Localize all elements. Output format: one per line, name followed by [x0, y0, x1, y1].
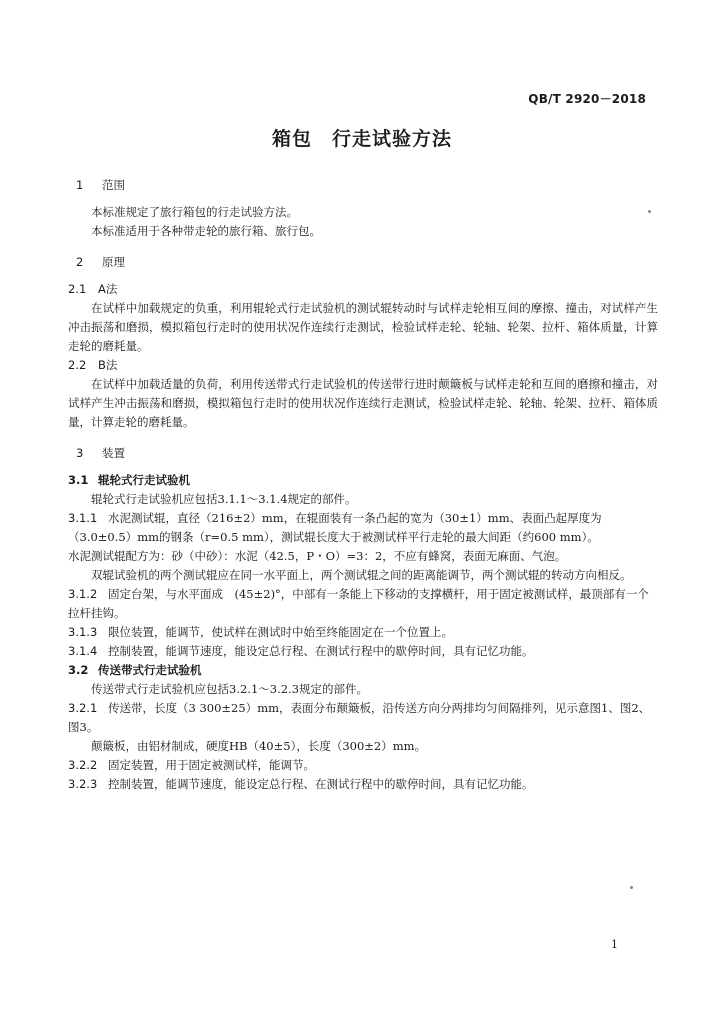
section-3-heading [68, 444, 658, 463]
clause-3-1-4 [68, 642, 658, 661]
clause-number: 3.2.2 [68, 758, 98, 772]
clause-text: 传送带，长度（3 300±25）mm，表面分布颠簸板，沿传送方向分两排均匀间隔排列，见示意图1、图2、图3。 [68, 701, 651, 734]
subsection-title: 辊轮式行走试验机 [98, 473, 190, 487]
section-1-heading [68, 176, 658, 195]
clause-number: 3.1.1 [68, 511, 98, 525]
clause-3-1-1 [68, 509, 658, 547]
section-2-heading [68, 253, 658, 272]
clause-number: 3.1.2 [68, 587, 98, 601]
method-a-text: 在试样中加载规定的负重，利用辊轮式行走试验机的测试辊转动时与试样走轮相互间的摩擦、撞击，对试样产生冲击振荡和磨损，模拟箱包行走时的使用状况作连续行走测试，检验试样走轮、轮轴、轮架、拉杆、箱体质量，计算走轮的磨耗量。 [68, 301, 658, 353]
section-number: 1 [76, 178, 84, 192]
subsection-title: 传送带式行走试验机 [98, 663, 202, 677]
subsection-number: 2.1 [68, 282, 87, 296]
scope-para-2: 本标准适用于各种带走轮的旅行箱、旅行包。 [91, 224, 321, 238]
section-2-2-heading [68, 356, 658, 375]
document-title: 箱包 行走试验方法 [271, 128, 452, 150]
section-3-1-heading [68, 471, 658, 490]
bump-plate-text: 颠簸板，由铝材制成，硬度HB（40±5），长度（300±2）mm。 [91, 739, 427, 753]
section-2-1-heading [68, 280, 658, 299]
clause-3-2-3 [68, 775, 658, 794]
clause-text: 控制装置，能调节速度，能设定总行程、在测试行程中的歇停时间，具有记忆功能。 [108, 644, 534, 658]
subsection-number: 3.2 [68, 663, 89, 677]
clause-number: 3.2.3 [68, 777, 98, 791]
subsection-number: 3.1 [68, 473, 89, 487]
twin-roller-text: 双辊试验机的两个测试辊应在同一水平面上，两个测试辊之间的距离能调节，两个测试辊的转动方向相反。 [91, 568, 632, 582]
document-body [68, 172, 658, 794]
section-title: 装置 [102, 446, 125, 460]
section-title: 范围 [102, 178, 125, 192]
scope-para-1: 本标准规定了旅行箱包的行走试验方法。 [91, 205, 298, 219]
subsection-title: B法 [98, 358, 118, 372]
belt-machine-intro: 传送带式行走试验机应包括3.2.1～3.2.3规定的部件。 [91, 682, 369, 696]
section-number: 3 [76, 446, 84, 460]
section-3-2-heading [68, 661, 658, 680]
clause-3-1-2 [68, 585, 658, 623]
cement-mix-text: 水泥测试辊配方为：砂（中砂）：水泥（42.5，P・O）=3：2，不应有蜂窝，表面无麻面、气泡。 [68, 549, 567, 563]
clause-number: 3.1.4 [68, 644, 98, 658]
clause-3-2-2 [68, 756, 658, 775]
page-number: 1 [611, 938, 618, 951]
clause-text: 固定装置，用于固定被测试样，能调节。 [108, 758, 315, 772]
clause-3-1-3 [68, 623, 658, 642]
roller-machine-intro: 辊轮式行走试验机应包括3.1.1～3.1.4规定的部件。 [91, 492, 357, 506]
clause-text: 固定台架，与水平面成 (45±2)°，中部有一条能上下移动的支撑横杆，用于固定被测试样，最顶部有一个拉杆挂钩。 [68, 587, 649, 620]
clause-number: 3.2.1 [68, 701, 98, 715]
subsection-number: 2.2 [68, 358, 87, 372]
subsection-title: A法 [98, 282, 118, 296]
clause-text: 限位装置，能调节，使试样在测试时中始至终能固定在一个位置上。 [108, 625, 453, 639]
scan-speck [648, 210, 651, 213]
clause-text: 控制装置，能调节速度，能设定总行程、在测试行程中的歇停时间，具有记忆功能。 [108, 777, 534, 791]
method-b-text: 在试样中加载适量的负荷，利用传送带式行走试验机的传送带行进时颠簸板与试样走轮和互间的磨擦和撞击，对试样产生冲击振荡和磨损，模拟箱包行走时的使用状况作连续行走测试，检验试样走轮、轮轴、轮架、拉杆、箱体质量，计算走轮的磨耗量。 [68, 377, 658, 429]
clause-text: 水泥测试辊，直径（216±2）mm，在辊面装有一条凸起的宽为（30±1）mm、表面凸起厚度为（3.0±0.5）mm的钢条（r=0.5 mm），测试辊长度大于被测试样平行走轮的最大间距（约600 mm）。 [68, 511, 602, 544]
clause-number: 3.1.3 [68, 625, 98, 639]
section-number: 2 [76, 255, 84, 269]
scan-speck [630, 886, 633, 889]
standard-code: QB/T 2920－2018 [528, 92, 646, 106]
clause-3-2-1 [68, 699, 658, 737]
section-title: 原理 [102, 255, 125, 269]
